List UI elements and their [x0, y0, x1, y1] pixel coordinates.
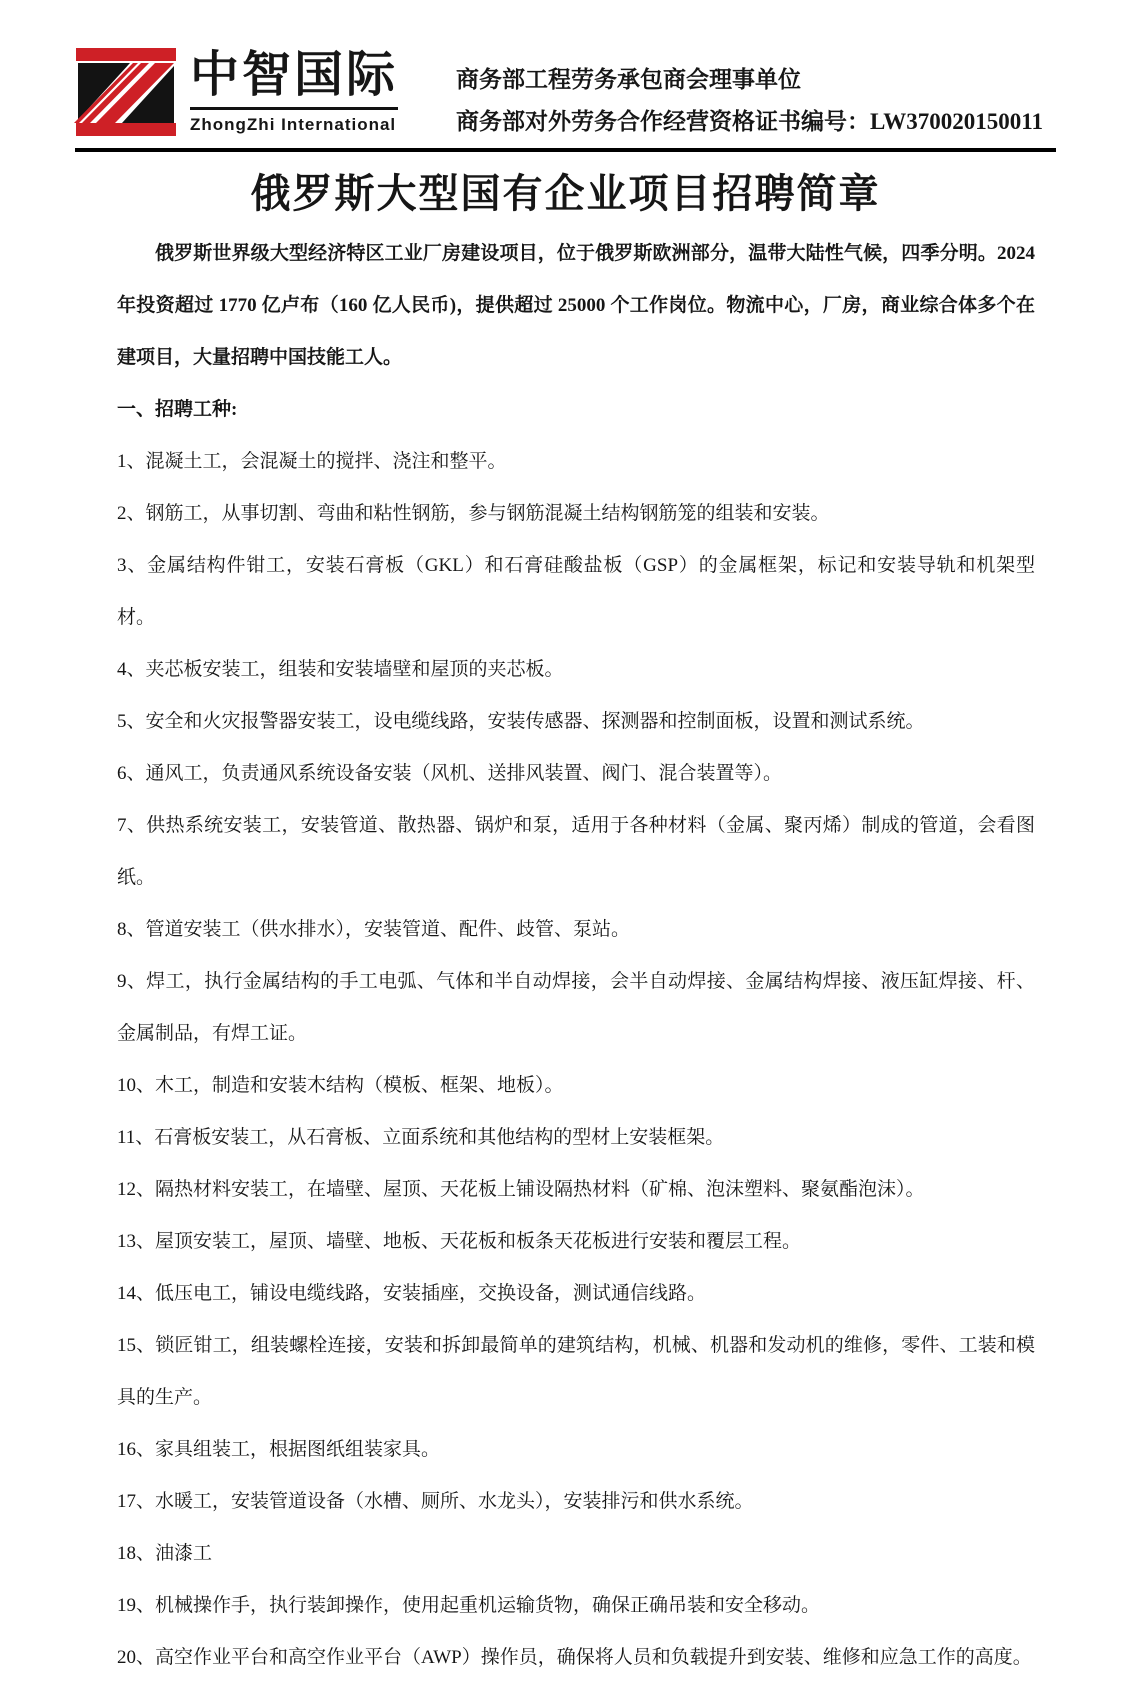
- job-item-17: 17、水暖工，安装管道设备（水槽、厕所、水龙头），安装排污和供水系统。: [117, 1491, 754, 1512]
- job-item-20: 20、高空作业平台和高空作业平台（AWP）操作员，确保将人员和负载提升到安装、维修和应急工作的高度。: [117, 1647, 1032, 1668]
- company-name-english: ZhongZhi International: [190, 115, 397, 134]
- job-item-15: 15、锁匠钳工，组装螺栓连接，安装和拆卸最简单的建筑结构，机械、机器和发动机的维修，零件、工装和模具的生产。: [117, 1335, 1035, 1408]
- job-item-3: 3、金属结构件钳工，安装石膏板（GKL）和石膏硅酸盐板（GSP）的金属框架，标记和安装导轨和机架型材。: [117, 555, 1035, 628]
- logo-text-block: [190, 46, 398, 135]
- job-item-8: 8、管道安装工（供水排水），安装管道、配件、歧管、泵站。: [117, 919, 631, 940]
- header-divider: [75, 148, 1056, 152]
- job-item-1: 1、混凝土工，会混凝土的搅拌、浇注和整平。: [117, 451, 507, 472]
- job-item-2: 2、钢筋工，从事切割、弯曲和粘性钢筋，参与钢筋混凝土结构钢筋笼的组装和安装。: [117, 503, 830, 524]
- section-heading: 一、招聘工种:: [117, 399, 238, 420]
- credential-line-2: 商务部对外劳务合作经营资格证书编号：LW370020150011: [456, 109, 1043, 134]
- job-item-18: 18、油漆工: [117, 1543, 213, 1564]
- job-item-9: 9、焊工，执行金属结构的手工电弧、气体和半自动焊接，会半自动焊接、金属结构焊接、液压缸焊接、杆、金属制品，有焊工证。: [117, 971, 1035, 1044]
- job-item-4: 4、夹芯板安装工，组装和安装墙壁和屋顶的夹芯板。: [117, 659, 564, 680]
- intro-paragraph: 俄罗斯世界级大型经济特区工业厂房建设项目，位于俄罗斯欧洲部分，温带大陆性气候，四季分明。2024 年投资超过 1770 亿卢布（160 亿人民币)，提供超过 25000 个工作岗位。物流中心，厂房，商业综合体多个在建项目，大量招聘中国技能工人。: [117, 243, 1035, 368]
- zhongzhi-z-logo-icon: [75, 46, 177, 140]
- job-item-11: 11、石膏板安装工，从石膏板、立面系统和其他结构的型材上安装框架。: [117, 1127, 725, 1148]
- page-title: 俄罗斯大型国有企业项目招聘简章: [250, 171, 881, 216]
- job-item-12: 12、隔热材料安装工，在墙壁、屋顶、天花板上铺设隔热材料（矿棉、泡沫塑料、聚氨酯泡沫）。: [117, 1179, 925, 1200]
- credential-line-1: 商务部工程劳务承包商会理事单位: [456, 67, 802, 92]
- job-item-6: 6、通风工，负责通风系统设备安装（风机、送排风装置、阀门、混合装置等）。: [117, 763, 783, 784]
- letterhead: [75, 46, 1056, 143]
- job-item-13: 13、屋顶安装工，屋顶、墙壁、地板、天花板和板条天花板进行安装和覆层工程。: [117, 1231, 802, 1252]
- job-item-19: 19、机械操作手，执行装卸操作，使用起重机运输货物，确保正确吊装和安全移动。: [117, 1595, 821, 1616]
- job-item-5: 5、安全和火灾报警器安装工，设电缆线路，安装传感器、探测器和控制面板，设置和测试系统。: [117, 711, 925, 732]
- job-item-14: 14、低压电工，铺设电缆线路，安装插座，交换设备，测试通信线路。: [117, 1283, 707, 1304]
- credentials-block: [456, 46, 1043, 143]
- company-name-chinese: 中智国际: [190, 46, 398, 110]
- company-logo: [75, 46, 398, 143]
- document-body: [75, 222, 1056, 1684]
- job-item-16: 16、家具组装工，根据图纸组装家具。: [117, 1439, 441, 1460]
- job-item-7: 7、供热系统安装工，安装管道、散热器、锅炉和泵，适用于各种材料（金属、聚丙烯）制成的管道，会看图纸。: [117, 815, 1035, 888]
- job-item-10: 10、木工，制造和安装木结构（模板、框架、地板）。: [117, 1075, 564, 1096]
